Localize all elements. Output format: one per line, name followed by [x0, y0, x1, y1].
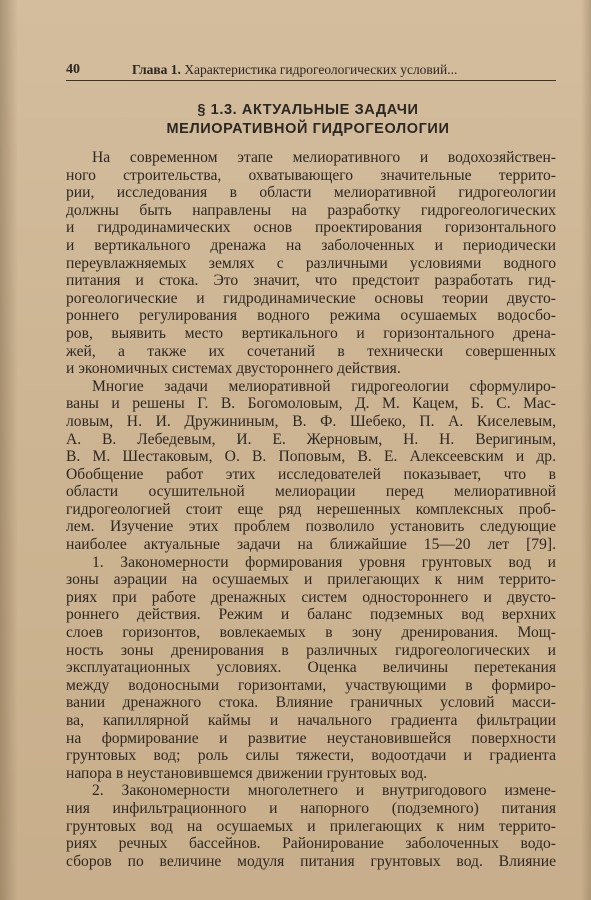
body-text: [66, 149, 556, 870]
text-line: 1. Закономерности формирования уровня грунтовых вод и: [92, 553, 556, 571]
text-line: напора в неустановившемся движении грунтовых вод.: [66, 764, 428, 782]
text-line: ловым, Н. И. Дружининым, В. Ф. Шебеко, П. А. Киселевым,: [66, 412, 556, 430]
chapter-label: Глава 1.: [132, 62, 181, 77]
text-line: ва, капиллярной каймы и начального градиента фильтрации: [66, 712, 556, 729]
text-line: 2. Закономерности многолетнего и внутригодового измене-: [92, 782, 556, 800]
text-line: роннего регулирования водного режима осушаемых водосбо-: [66, 307, 556, 325]
text-line: переувлажняемых землях с различными условиями водного: [66, 254, 556, 272]
text-line: Обобщение работ этих исследователей показывает, что в: [66, 465, 556, 483]
text-line: и экономичных системах двустороннего действия.: [66, 360, 401, 378]
chapter-running-title: [132, 62, 457, 78]
text-line: вании дренажного стока. Влияние граничных условий масси-: [66, 694, 556, 712]
text-line: ность зоны дренирования в различных гидрогеологических и: [66, 641, 556, 659]
text-line: лем. Изучение этих проблем позволило установить следующие: [66, 518, 556, 536]
text-line: ваны и решены Г. В. Богомоловым, Д. М. Кацем, Б. С. Мас-: [66, 395, 556, 413]
section-heading-line-1: § 1.3. АКТУАЛЬНЫЕ ЗАДАЧИ: [197, 102, 419, 118]
text-line: рии, исследования в области мелиоративной гидрогеологии: [66, 184, 556, 202]
text-line: В. М. Шестаковым, О. В. Поповым, В. Е. Алексеевским и др.: [66, 448, 556, 466]
text-line: гидрогеологией стоит еще ряд нерешенных комплексных проб-: [66, 500, 556, 518]
text-line: роннего действия. Режим и баланс подземных вод верхних: [66, 606, 556, 624]
text-line: зоны аэрации на осушаемых и прилегающих к ним террито-: [66, 571, 556, 589]
text-line: на формирование и развитие неустановившейся поверхности: [66, 729, 556, 747]
text-line: между водоносными горизонтами, участвующими в формиро-: [66, 676, 556, 694]
chapter-title: Характеристика гидрогеологических условий...: [180, 62, 458, 77]
text-line: Многие задачи мелиоративной гидрогеологии сформулиро-: [92, 377, 556, 395]
running-header: [66, 60, 556, 81]
text-line: А. В. Лебедевым, И. Е. Жерновым, Н. Н. Веригиным,: [66, 430, 556, 448]
text-line: и вертикального дренажа на заболоченных и периодически: [66, 236, 556, 254]
text-line: сборов по величине модуля питания грунтовых вод. Влияние: [66, 852, 556, 870]
text-line: области осушительной мелиорации перед мелиоративной: [66, 483, 556, 501]
text-line: грунтовых вод; роль силы тяжести, водоотдачи и градиента: [66, 747, 556, 765]
page-number: 40: [66, 62, 80, 77]
text-line: эксплуатационных условиях. Оценка величины перетекания: [66, 659, 556, 677]
text-line: ров, выявить место вертикального и горизонтального дрена-: [66, 324, 556, 342]
text-line: наиболее актуальные задачи на ближайшие 15—20 лет [79].: [66, 536, 556, 554]
text-line: риях при работе дренажных систем одностороннего и двусто-: [66, 588, 556, 606]
text-line: слоев горизонтов, вовлекаемых в зону дренирования. Мощ-: [66, 624, 556, 642]
text-line: На современном этапе мелиоративного и водохозяйствен-: [92, 149, 556, 166]
section-heading-line-2: МЕЛИОРАТИВНОЙ ГИДРОГЕОЛОГИИ: [166, 121, 450, 137]
text-line: грунтовых вод на осушаемых и прилегающих к ним террито-: [66, 817, 556, 835]
text-line: рогеологические и гидродинамические основы теории двусто-: [66, 289, 556, 307]
text-line: риях речных бассейнов. Районирование заболоченных водо-: [66, 835, 556, 853]
text-line: питания и стока. Это значит, что предстоит разработать гид-: [66, 272, 556, 290]
text-line: ния инфильтрационного и напорного (подземного) питания: [66, 799, 556, 817]
text-line: и гидродинамических основ проектирования горизонтального: [66, 219, 556, 237]
text-line: ного строительства, охватывающего значительные террито-: [66, 166, 556, 184]
text-line: должны быть направлены на разработку гидрогеологических: [66, 201, 556, 219]
text-line: жей, а также их сочетаний в технически совершенных: [66, 342, 556, 360]
